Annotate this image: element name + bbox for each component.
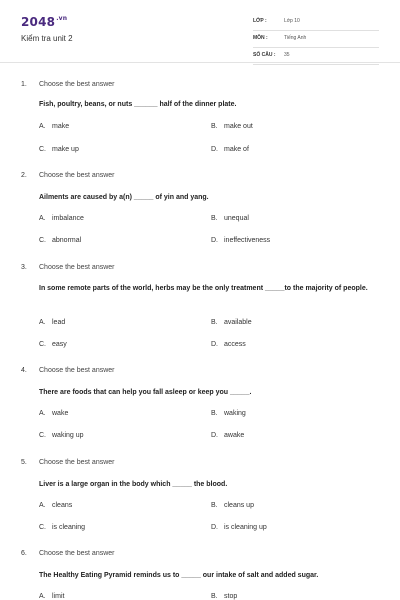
question-6: [0, 550, 400, 600]
meta-value-class: Lớp 10: [284, 18, 300, 24]
worksheet-header: [0, 0, 400, 63]
question-number: 4.: [21, 367, 27, 374]
option-c[interactable]: C. abnormal: [39, 237, 82, 244]
quiz-title: Kiểm tra unit 2: [21, 34, 73, 43]
option-d[interactable]: D. is cleaning up: [211, 524, 267, 531]
question-instruction: Choose the best answer: [39, 459, 115, 466]
meta-value-count: 35: [284, 52, 290, 58]
option-b[interactable]: B. stop: [211, 593, 238, 600]
logo-suffix: .vn: [56, 15, 68, 22]
question-text: Fish, poultry, beans, or nuts ______ half of the dinner plate.: [39, 101, 237, 108]
quiz-meta: [253, 15, 379, 66]
option-a[interactable]: A. cleans: [39, 502, 73, 509]
question-instruction: Choose the best answer: [39, 264, 115, 271]
option-a[interactable]: A. wake: [39, 410, 69, 417]
question-text: The Healthy Eating Pyramid reminds us to _____ our intake of salt and added sugar.: [39, 572, 319, 579]
question-number: 1.: [21, 81, 27, 88]
question-text: In some remote parts of the world, herbs may be the only treatment _____to the majority of people.: [39, 285, 368, 292]
question-instruction: Choose the best answer: [39, 550, 115, 557]
meta-row-subject: [253, 32, 379, 48]
option-d[interactable]: D. make of: [211, 146, 249, 153]
option-d[interactable]: D. awake: [211, 432, 245, 439]
question-instruction: Choose the best answer: [39, 367, 115, 374]
question-instruction: Choose the best answer: [39, 172, 115, 179]
meta-row-count: [253, 49, 379, 65]
option-a[interactable]: A. make: [39, 123, 70, 130]
question-3: [0, 264, 400, 348]
option-a[interactable]: A. lead: [39, 319, 66, 326]
option-b[interactable]: B. cleans up: [211, 502, 254, 509]
question-text: There are foods that can help you fall asleep or keep you _____.: [39, 389, 252, 396]
question-number: 3.: [21, 264, 27, 271]
logo-text: 2048: [21, 15, 56, 29]
question-4: [0, 367, 400, 439]
option-d[interactable]: D. access: [211, 341, 246, 348]
option-c[interactable]: C. waking up: [39, 432, 84, 439]
option-a[interactable]: A. limit: [39, 593, 65, 600]
meta-value-subject: Tiếng Anh: [284, 35, 307, 41]
option-c[interactable]: C. easy: [39, 341, 67, 348]
option-b[interactable]: B. waking: [211, 410, 246, 417]
question-number: 6.: [21, 550, 27, 557]
option-b[interactable]: B. unequal: [211, 215, 249, 222]
question-1: [0, 81, 400, 153]
option-a[interactable]: A. imbalance: [39, 215, 84, 222]
question-number: 5.: [21, 459, 27, 466]
meta-row-class: [253, 15, 379, 31]
question-5: [0, 459, 400, 531]
option-b[interactable]: B. available: [211, 319, 252, 326]
meta-label-subject: MÔN :: [253, 35, 268, 41]
meta-label-class: LỚP :: [253, 18, 267, 24]
question-number: 2.: [21, 172, 27, 179]
option-c[interactable]: C. make up: [39, 146, 79, 153]
question-2: [0, 172, 400, 244]
site-logo: [21, 15, 67, 29]
option-b[interactable]: B. make out: [211, 123, 253, 130]
option-d[interactable]: D. ineffectiveness: [211, 237, 271, 244]
meta-label-count: SỐ CÂU :: [253, 52, 276, 58]
question-text: Ailments are caused by a(n) _____ of yin and yang.: [39, 194, 209, 201]
question-text: Liver is a large organ in the body which _____ the blood.: [39, 481, 228, 488]
option-c[interactable]: C. is cleaning: [39, 524, 86, 531]
question-instruction: Choose the best answer: [39, 81, 115, 88]
